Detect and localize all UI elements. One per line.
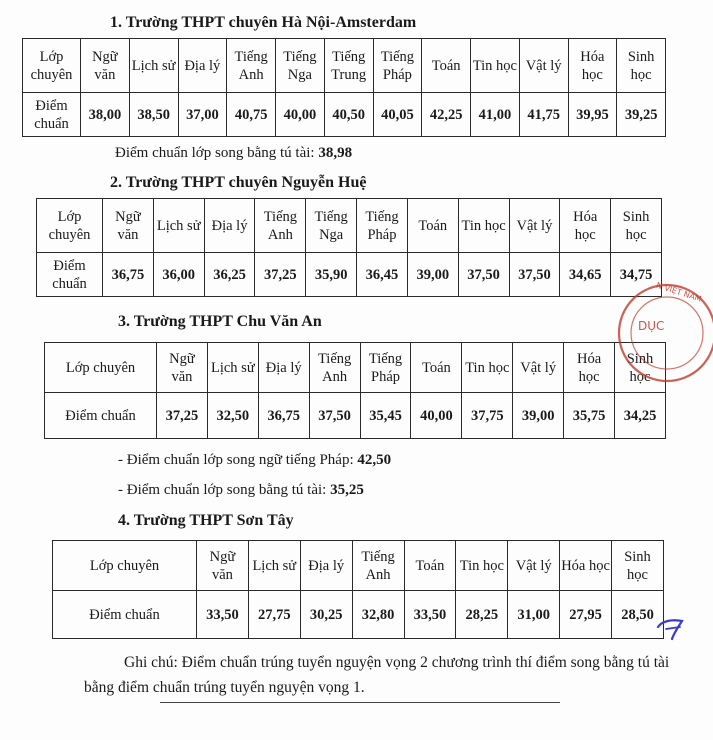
score-cell: 37,50 <box>309 393 360 439</box>
score-cell: 36,75 <box>258 393 309 439</box>
score-cell: 37,00 <box>178 93 227 137</box>
score-cell: 32,80 <box>352 591 404 639</box>
score-cell: 30,25 <box>300 591 352 639</box>
header-cell: Lịch sử <box>207 343 258 393</box>
score-cell: 39,95 <box>568 93 617 137</box>
score-cell: 36,45 <box>357 253 408 297</box>
school-1-note-1 <box>115 145 352 162</box>
header-cell: Tiếng Anh <box>227 39 276 93</box>
header-cell: Lớp chuyên <box>37 199 103 253</box>
table-header-row <box>23 39 666 93</box>
header-cell: Tin học <box>462 343 513 393</box>
header-cell: Sinh học <box>615 343 666 393</box>
score-cell: 35,90 <box>306 253 357 297</box>
header-cell: Hóa học <box>564 343 615 393</box>
header-cell: Tiếng Trung <box>324 39 373 93</box>
score-cell: 33,50 <box>197 591 249 639</box>
score-cell: 41,75 <box>519 93 568 137</box>
score-cell: 34,75 <box>611 253 662 297</box>
header-cell: Vật lý <box>509 199 560 253</box>
header-cell: Tiếng Nga <box>276 39 325 93</box>
score-cell: 37,25 <box>157 393 208 439</box>
school-2-heading: 2. Trường THPT chuyên Nguyễn Huệ <box>110 174 367 191</box>
note-label: Điểm chuẩn lớp song bằng tú tài: <box>115 145 319 161</box>
header-cell: Tin học <box>456 541 508 591</box>
score-cell: 36,75 <box>103 253 154 297</box>
school-3-table <box>44 342 666 439</box>
header-cell: Địa lý <box>204 199 255 253</box>
table-score-row <box>37 253 662 297</box>
header-cell: Tiếng Pháp <box>357 199 408 253</box>
score-cell: 40,05 <box>373 93 422 137</box>
score-cell: 40,75 <box>227 93 276 137</box>
score-cell: 36,00 <box>153 253 204 297</box>
note-label: - Điểm chuẩn lớp song bằng tú tài: <box>118 482 331 498</box>
header-cell: Địa lý <box>300 541 352 591</box>
header-cell: Vật lý <box>508 541 560 591</box>
score-cell: 37,50 <box>458 253 509 297</box>
score-cell: 37,50 <box>509 253 560 297</box>
header-cell: Tiếng Anh <box>309 343 360 393</box>
score-cell: 42,25 <box>422 93 471 137</box>
header-cell: Toán <box>422 39 471 93</box>
note-value: 42,50 <box>357 452 392 468</box>
table-header-row <box>53 541 664 591</box>
stamp-ring-text: N VIỆT NAM <box>654 280 703 304</box>
header-cell: Tiếng Pháp <box>360 343 411 393</box>
score-label-cell: Điểm chuẩn <box>23 93 81 137</box>
signature-mark-icon <box>652 605 692 645</box>
header-cell: Toán <box>407 199 458 253</box>
header-cell: Ngữ văn <box>81 39 130 93</box>
header-cell: Tiếng Anh <box>255 199 306 253</box>
header-cell: Tiếng Nga <box>306 199 357 253</box>
school-2-table <box>36 198 662 297</box>
header-cell: Ngữ văn <box>103 199 154 253</box>
score-label-cell: Điểm chuẩn <box>37 253 103 297</box>
header-cell: Tin học <box>458 199 509 253</box>
header-cell: Lớp chuyên <box>23 39 81 93</box>
school-3-heading: 3. Trường THPT Chu Văn An <box>118 313 322 330</box>
score-cell: 40,00 <box>411 393 462 439</box>
header-cell: Ngữ văn <box>197 541 249 591</box>
score-cell: 38,00 <box>81 93 130 137</box>
score-cell: 39,25 <box>617 93 666 137</box>
header-cell: Lịch sử <box>248 541 300 591</box>
score-cell: 34,25 <box>615 393 666 439</box>
note-value: 35,25 <box>330 482 364 498</box>
score-cell: 37,25 <box>255 253 306 297</box>
score-cell: 28,25 <box>456 591 508 639</box>
header-cell: Toán <box>411 343 462 393</box>
school-4-table <box>52 540 664 639</box>
header-cell: Lớp chuyên <box>45 343 157 393</box>
table-score-row <box>45 393 666 439</box>
school-3-note-1 <box>118 452 391 469</box>
score-cell: 27,75 <box>248 591 300 639</box>
score-cell: 36,25 <box>204 253 255 297</box>
footer-divider <box>160 702 560 703</box>
score-cell: 40,50 <box>324 93 373 137</box>
header-cell: Địa lý <box>178 39 227 93</box>
school-1-table <box>22 38 666 137</box>
score-cell: 38,50 <box>129 93 178 137</box>
official-stamp-icon <box>612 278 713 388</box>
score-label-cell: Điểm chuẩn <box>53 591 197 639</box>
note-value: 38,98 <box>318 145 353 161</box>
school-1-heading: 1. Trường THPT chuyên Hà Nội-Amsterdam <box>110 14 417 31</box>
school-4-heading: 4. Trường THPT Sơn Tây <box>118 512 294 529</box>
header-cell: Toán <box>404 541 456 591</box>
header-cell: Ngữ văn <box>157 343 208 393</box>
school-3-note-2 <box>118 482 364 499</box>
score-cell: 41,00 <box>471 93 520 137</box>
score-cell: 28,50 <box>612 591 664 639</box>
score-cell: 40,00 <box>276 93 325 137</box>
header-cell: Lớp chuyên <box>53 541 197 591</box>
header-cell: Hóa học <box>568 39 617 93</box>
table-header-row <box>37 199 662 253</box>
score-cell: 37,75 <box>462 393 513 439</box>
score-cell: 35,45 <box>360 393 411 439</box>
score-cell: 33,50 <box>404 591 456 639</box>
header-cell: Hóa học <box>560 541 612 591</box>
score-cell: 39,00 <box>407 253 458 297</box>
header-cell: Hóa học <box>560 199 611 253</box>
score-cell: 32,50 <box>207 393 258 439</box>
note-label: - Điểm chuẩn lớp song ngữ tiếng Pháp: <box>118 452 358 468</box>
header-cell: Sinh học <box>611 199 662 253</box>
score-cell: 39,00 <box>513 393 564 439</box>
footnote: Ghi chú: Điểm chuẩn trúng tuyển nguyện vọng 2 chương trình thí điểm song bằng tú tài bằng điểm chuẩn trúng tuyển nguyện vọng 1. <box>84 654 670 696</box>
header-cell: Tiếng Anh <box>352 541 404 591</box>
header-cell: Vật lý <box>519 39 568 93</box>
score-label-cell: Điểm chuẩn <box>45 393 157 439</box>
header-cell: Sinh học <box>612 541 664 591</box>
table-score-row <box>23 93 666 137</box>
score-cell: 27,95 <box>560 591 612 639</box>
header-cell: Sinh học <box>617 39 666 93</box>
score-cell: 31,00 <box>508 591 560 639</box>
header-cell: Lịch sử <box>153 199 204 253</box>
header-cell: Địa lý <box>258 343 309 393</box>
header-cell: Tiếng Pháp <box>373 39 422 93</box>
header-cell: Vật lý <box>513 343 564 393</box>
table-header-row <box>45 343 666 393</box>
header-cell: Tin học <box>471 39 520 93</box>
table-score-row <box>53 591 664 639</box>
score-cell: 34,65 <box>560 253 611 297</box>
score-cell: 35,75 <box>564 393 615 439</box>
stamp-text: DỤC <box>638 319 665 333</box>
header-cell: Lịch sử <box>129 39 178 93</box>
